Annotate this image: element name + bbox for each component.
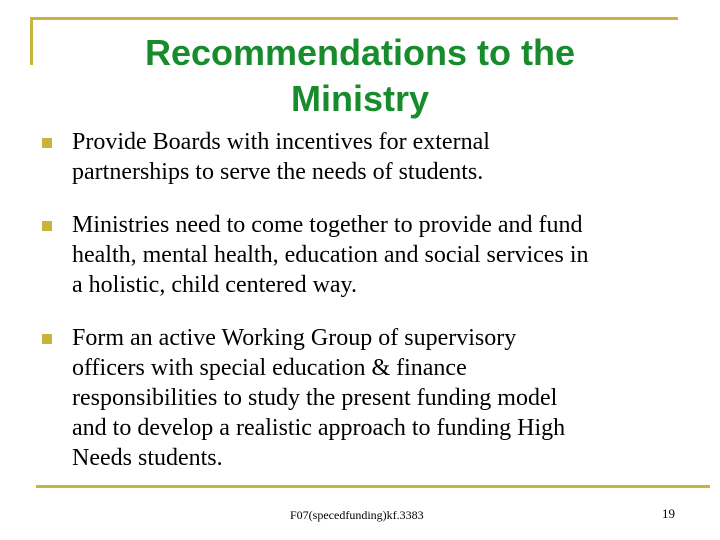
page-number: 19	[662, 506, 675, 521]
bullet-2-line-1: Ministries need to come together to provide and fund	[72, 212, 583, 238]
bullet-3-line-3: responsibilities to study the present funding model	[72, 385, 558, 411]
bullet-3-line-5: Needs students.	[72, 445, 223, 471]
bullet-1-line-1: Provide Boards with incentives for external	[72, 129, 490, 155]
bullet-2-line-2: health, mental health, education and social services in	[72, 242, 589, 268]
slide-title-line-2: Ministry	[290, 78, 430, 119]
bullet-3-line-1: Form an active Working Group of supervisory	[72, 325, 517, 351]
slide-title-line-1: Recommendations to the	[144, 32, 576, 73]
slide-title	[60, 30, 660, 122]
square-bullet-icon	[42, 221, 52, 231]
footer-text: F07(specedfunding)kf.3383	[290, 508, 424, 522]
bullet-1-line-2: partnerships to serve the needs of students.	[72, 159, 484, 185]
bullet-list	[42, 127, 692, 496]
frame-top-rule	[30, 17, 678, 20]
frame-bottom-rule	[36, 485, 710, 488]
bullet-item-3	[42, 323, 692, 473]
bullet-3-line-2: officers with special education & finance	[72, 355, 467, 381]
square-bullet-icon	[42, 138, 52, 148]
square-bullet-icon	[42, 334, 52, 344]
bullet-item-1	[42, 127, 692, 187]
bullet-2-line-3: a holistic, child centered way.	[72, 272, 357, 298]
frame-left-rule	[30, 17, 33, 65]
bullet-item-2	[42, 210, 692, 300]
bullet-3-line-4: and to develop a realistic approach to funding High	[72, 415, 566, 441]
